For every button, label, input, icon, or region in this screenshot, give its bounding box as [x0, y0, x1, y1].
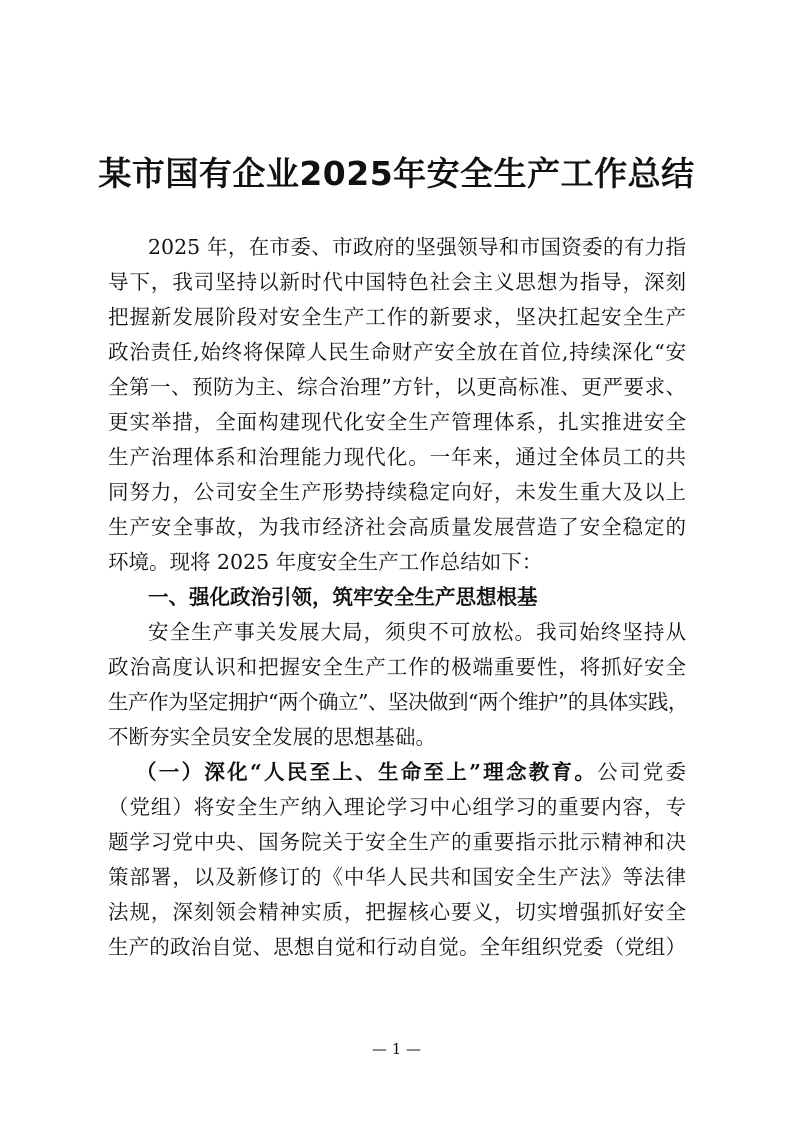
paragraph-line: 同努力，公司安全生产形势持续稳定向好，未发生重大及以上 — [108, 480, 686, 504]
paragraph-line: 安全生产事关发展大局，须臾不可放松。我司始终坚持从 — [148, 620, 686, 644]
paragraph-line: 生产安全事故，为我市经济社会高质量发展营造了安全稳定的 — [108, 515, 686, 539]
paragraph-line: 导下，我司坚持以新时代中国特色社会主义思想为指导，深刻 — [108, 270, 686, 294]
paragraph-line: 全第一、预防为主、综合治理”方针，以更高标准、更严要求、 — [108, 375, 686, 399]
paragraph-line: 生产的政治自觉、思想自觉和行动自觉。全年组织党委（党组） — [108, 935, 686, 959]
subsection-heading: （一）深化“人民至上、生命至上”理念教育。 — [136, 760, 598, 784]
paragraph-line: 把握新发展阶段对安全生产工作的新要求，坚决扛起安全生产 — [108, 305, 686, 329]
paragraph-line: 法规，深刻领会精神实质，把握核心要义，切实增强抓好安全 — [108, 900, 686, 924]
paragraph-line: 环境。现将 2025 年度安全生产工作总结如下： — [108, 550, 543, 574]
paragraph-line: （党组）将安全生产纳入理论学习中心组学习的重要内容，专 — [108, 795, 686, 819]
document-title: 某市国有企业2025年安全生产工作总结 — [98, 154, 695, 193]
paragraph-line: 政治责任,始终将保障人民生命财产安全放在首位,持续深化“安 — [108, 340, 686, 364]
paragraph-line: 题学习党中央、国务院关于安全生产的重要指示批示精神和决 — [108, 830, 686, 854]
paragraph-line: 生产治理体系和治理能力现代化。一年来，通过全体员工的共 — [108, 445, 686, 469]
paragraph-line: 更实举措，全面构建现代化安全生产管理体系，扎实推进安全 — [108, 410, 686, 434]
section-heading: 一、强化政治引领，筑牢安全生产思想根基 — [148, 585, 538, 609]
paragraph-line: 不断夯实全员安全发展的思想基础。 — [108, 725, 436, 749]
paragraph-line: 2025 年，在市委、市政府的坚强领导和市国资委的有力指 — [148, 235, 686, 259]
page-number: — 1 — — [371, 1040, 422, 1058]
document-body — [108, 230, 686, 965]
subsection-line — [136, 755, 686, 790]
paragraph-text: 公司党委 — [597, 760, 686, 784]
paragraph-line: 生产作为坚定拥护“两个确立”、坚决做到“两个维护”的具体实践， — [108, 690, 688, 714]
paragraph-line: 策部署，以及新修订的《中华人民共和国安全生产法》等法律 — [108, 865, 686, 889]
paragraph-line: 政治高度认识和把握安全生产工作的极端重要性，将抓好安全 — [108, 655, 686, 679]
